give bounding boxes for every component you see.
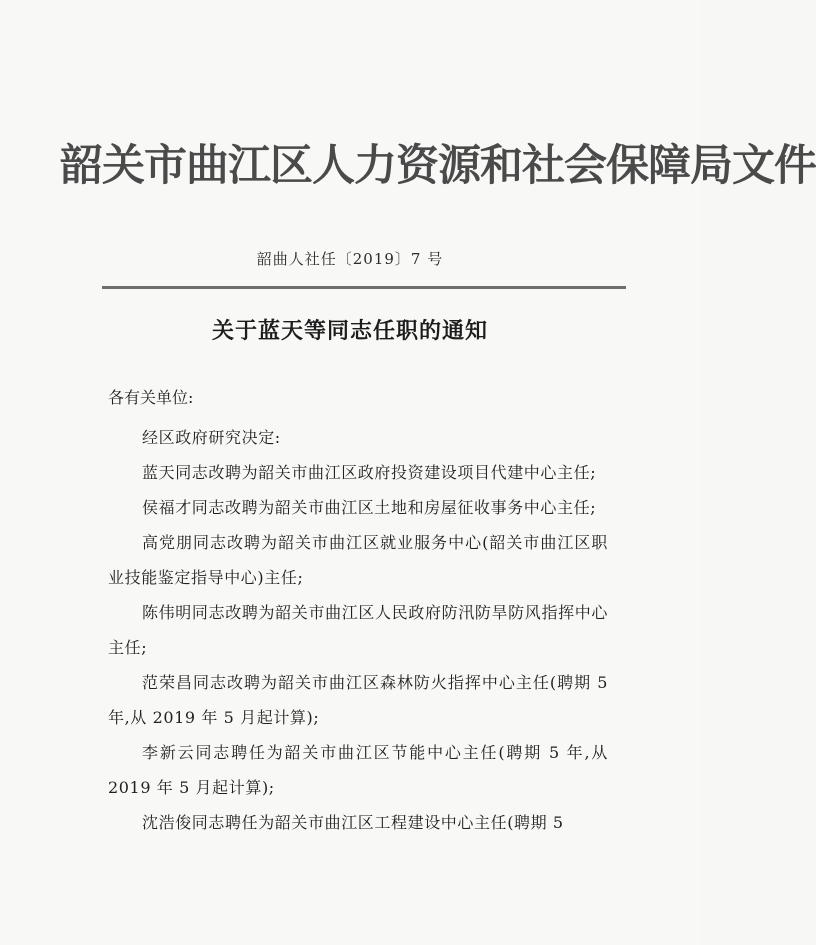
paragraph-appointment: 高党朋同志改聘为韶关市曲江区就业服务中心(韶关市曲江区职业技能鉴定指导中心)主任;: [108, 533, 608, 587]
paragraph-appointment: 李新云同志聘任为韶关市曲江区节能中心主任(聘期 5 年,从 2019 年 5 月起计算);: [108, 743, 608, 797]
paragraph-appointment: 陈伟明同志改聘为韶关市曲江区人民政府防汛防旱防风指挥中心主任;: [108, 603, 608, 657]
salutation: 各有关单位:: [108, 388, 194, 407]
paragraph-decision: 经区政府研究决定:: [142, 428, 281, 447]
issuing-authority-title: 韶关市曲江区人力资源和社会保障局文件: [60, 141, 816, 191]
paragraph-appointment: 蓝天同志改聘为韶关市曲江区政府投资建设项目代建中心主任;: [142, 463, 597, 482]
document-number: 韶曲人社任〔2019〕7 号: [256, 250, 444, 268]
notice-body: [108, 384, 608, 840]
notice-title: 关于蓝天等同志任职的通知: [211, 318, 488, 344]
paragraph-appointment: 侯福才同志改聘为韶关市曲江区土地和房屋征收事务中心主任;: [142, 498, 597, 517]
header-divider-rule: [102, 286, 626, 289]
paragraph-appointment: 范荣昌同志改聘为韶关市曲江区森林防火指挥中心主任(聘期 5 年,从 2019 年 5 月起计算);: [108, 673, 608, 727]
paragraph-appointment: 沈浩俊同志聘任为韶关市曲江区工程建设中心主任(聘期 5: [142, 813, 564, 832]
